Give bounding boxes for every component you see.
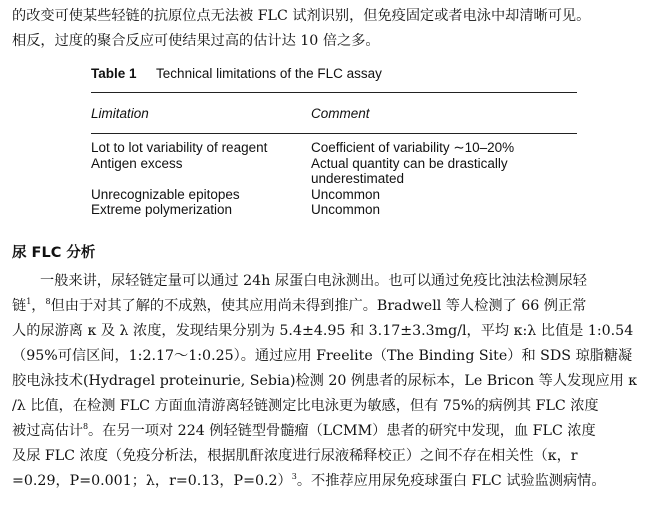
citation-ref: 3 xyxy=(291,472,297,481)
table-caption xyxy=(91,62,577,92)
intro-paragraph xyxy=(12,4,648,54)
citation-ref: 8 xyxy=(82,422,89,431)
paragraph-line: （95%可信区间，1:2.17～1:0.25）。通过应用 Freelite（The Binding Site）和 SDS 琼脂糖凝 xyxy=(12,348,633,364)
line-text: 。在另一项对 224 例轻链型骨髓瘤（LCMM）患者的研究中发现，血 FLC 浓度 xyxy=(88,423,596,439)
cell-limitation: Extreme polymerization xyxy=(91,202,233,217)
cell-comment: Uncommon xyxy=(311,202,381,217)
paragraph-line: /λ 比值，在检测 FLC 方面血清游离轻链测定比电泳更为敏感，但有 75%的病例其 FLC 浓度 xyxy=(12,398,599,414)
table-row xyxy=(91,202,577,218)
paragraph-line xyxy=(12,294,648,319)
paragraph-line xyxy=(12,419,648,444)
section-heading: 尿 FLC 分析 xyxy=(12,245,96,261)
citation-ref: 1 xyxy=(26,297,32,306)
table-row xyxy=(91,187,577,203)
paragraph-line: 及尿 FLC 浓度（免疫分析法，根据肌酐浓度进行尿液稀释校正）之间不存在相关性（κ，r xyxy=(12,448,578,464)
table-label: Table 1 xyxy=(91,66,137,81)
cell-limitation: Antigen excess xyxy=(91,155,183,171)
line-text: 被过高估计 xyxy=(12,423,83,439)
cell-comment-line-1: Actual quantity can be drastically xyxy=(311,155,508,171)
citation-ref: 8 xyxy=(45,297,51,306)
cell-comment: Uncommon xyxy=(311,186,381,202)
table-title: Technical limitations of the FLC assay xyxy=(156,66,382,81)
line-text: =0.29，P=0.001；λ，r=0.13，P=0.2） xyxy=(12,473,292,489)
paragraph-line: 一般来讲，尿轻链定量可以通过 24h 尿蛋白电泳测出。也可以通过免疫比浊法检测尿轻 xyxy=(40,273,587,289)
paragraph-line: 人的尿游离 κ 及 λ 浓度，发现结果分别为 5.4±4.95 和 3.17±3.3mg/l，平均 κ:λ 比值是 1:0.54 xyxy=(12,323,634,339)
header-comment: Comment xyxy=(311,105,370,121)
intro-line-1: 的改变可使某些轻链的抗原位点无法被 FLC 试剂识别，但免疫固定或者电泳中却清晰可见。 xyxy=(12,8,591,24)
table-header-row xyxy=(91,93,577,133)
line-text: 。不推荐应用尿免疫球蛋白 FLC 试验监测病情。 xyxy=(296,473,606,489)
line-text: ， xyxy=(31,298,46,314)
section-paragraph xyxy=(12,269,648,494)
header-limitation: Limitation xyxy=(91,105,149,121)
limitations-table xyxy=(91,62,577,218)
table-body xyxy=(91,134,577,218)
paragraph-line: 胶电泳技术(Hydragel proteinurie, Sebia)检测 20 例患者的尿标本，Le Bricon 等人发现应用 κ xyxy=(12,373,638,389)
cell-limitation: Lot to lot variability of reagent xyxy=(91,140,268,155)
line-text: 链 xyxy=(12,298,27,314)
cell-comment xyxy=(311,156,577,187)
cell-comment: Coefficient of variability ∼10–20% xyxy=(311,140,515,155)
table-row xyxy=(91,140,577,156)
cell-comment-line-2: underestimated xyxy=(311,171,405,186)
cell-limitation: Unrecognizable epitopes xyxy=(91,186,240,202)
intro-line-2: 相反，过度的聚合反应可使结果过高的估计达 10 倍之多。 xyxy=(12,33,380,49)
paragraph-line xyxy=(12,469,648,494)
table-row xyxy=(91,156,577,187)
line-text: 但由于对其了解的不成熟，使其应用尚未得到推广。Bradwell 等人检测了 66 例正常 xyxy=(50,298,587,314)
